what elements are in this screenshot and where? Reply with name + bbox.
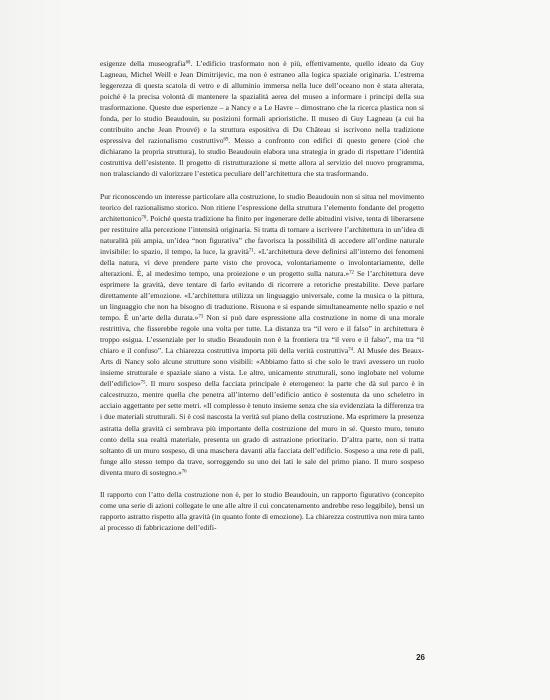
footnote-marker: 71 [248,248,254,254]
text-run: esigenze della museografia [100,59,186,68]
footnote-marker: 70 [141,215,147,221]
footnote-marker: 74 [348,347,353,353]
body-paragraph [100,489,424,533]
text-run: . Il muro sospeso della facciata principale è eterogeneo: la parte che dà sul parco è in calcestruzzo, mentre quella che penetra all’interno dell’edificio antico è sostenuta da uno scheletro in acciaio aggettante per sette metri. «Il complesso è tenuto insieme senza che sia evidenziata la differenza tra i due materiali strutturali. Si è così nascosta la verità sul piano della costruzione. Ma esprimere la presenza astratta della gravità ci sembrava più importante della costruzione del muro in sé. Questo muro, tenuto conto della sua realtà materiale, presenta un grado di astrazione prioritario. D’altra parte, non si tratta soltanto di un muro sospeso, di una maschera davanti alla facciata dell’edificio. Sospeso a una rete di pali, funge allo stesso tempo da trave, sorreggendo su uno dei lati le sale del primo piano. Il muro sospeso diventa muro di sostegno.» [100,379,424,477]
body-paragraph [100,58,424,180]
text-run: . L’edificio trasformato non è più, effettivamente, quello ideato da Guy Lagneau, Michel Weill e Jean Dimitrijevic, ma non è estraneo alla logica spaziale originaria. L’estrema leggerezza di questa scatola di vetro e di alluminio immersa nella luce dell’oceano non è stata alterata, poiché è la precisa volontà di mantenere la spazialità aerea del museo a informare i principi della sua trasformazione. Queste due esperienze – a Nancy e a Le Havre – dimostrano che la ricerca plastica non si fonda, per lo studio Beaudouin, su posizioni formali aprioristiche. Il museo di Guy Lagneau (a cui ha contribuito anche Jean Prouvé) e la struttura espositiva di Du Château si iscrivono nella tradizione espressiva del razionalismo costruttivo [100,59,424,146]
footnote-marker: 69 [223,137,229,143]
body-text-column [100,58,424,544]
text-run: . «L’architettura deve definirsi all’interno dei fenomeni della natura, vi deve prendere parte visto che provoca, volontariamente o involontariamente, delle alterazioni. È, al medesimo tempo, una proiezione e un progetto sulla natura.» [100,246,424,278]
body-paragraph [100,191,424,478]
footnote-marker: 73 [198,314,204,320]
footnote-marker: 68 [185,60,191,66]
footnote-marker: 72 [349,270,354,276]
text-run: Pur riconoscendo un interesse particolare alla costruzione, lo studio Beaudouin non si situa nel movimento teorico del razionalismo storico. Non ritiene l’espressione della struttura l’elemento fondante del progetto architettonico [100,191,424,223]
text-run: . Poiché questa tradizione ha finito per ingenerare delle abitudini visive, tenta di liberarsene per restituire alla percezione l’intensità originaria. Si tratta di tornare a iscrivere l’architettura in un’idea di naturalità più ampia, un’idea “non figurativa” che favorisca la possibilità di accedere all’ordine naturale invisibile: lo spazio, il tempo, la luce, la gravità [100,213,424,256]
text-run: Il rapporto con l’atto della costruzione non è, per lo studio Beaudouin, un rapporto figurativo (concepito come una serie di azioni collegate le une alle altre il cui concatenamento andrebbe reso leggibile), bensì un rapporto astratto rispetto alla gravità (in quanto fonte di emozione). La chiarezza costruttiva non mira tanto al processo di fabbricazione dell’edifi- [100,489,424,532]
page-number: 26 [416,653,425,662]
footnote-marker: 75 [140,380,146,386]
text-run: Se l’architettura deve esprimere la gravità, deve tentare di farlo evitando di ricorrere a retoriche prestabilite. Deve parlare direttamente all’emozione. «L’architettura utilizza un linguaggio universale, come la musica o la pittura, un linguaggio che non ha bisogno di traduzione. Risuona e si espande simultaneamente nello spazio e nel tempo. È un’arte della durata.» [100,268,424,323]
text-run: . Messo a confronto con edifici di questo genere (cioè che dichiarano la propria struttura), lo studio Beaudouin elabora una strategia in grado di rispettare l’identità costruttiva dell’esistente. Il progetto di ristrutturazione si mette allora al servizio del nuovo programma, non tralasciando di valorizzare l’estetica peculiare dell’architettura che sta trasformando. [100,136,424,179]
text-run: Non si può dare espressione alla costruzione in nome di una morale restrittiva, che fisserebbe regole una volta per tutte. La distanza tra “il vero e il falso” in architettura è troppo esigua. L’essenziale per lo studio Beaudouin non è la frontiera tra “il vero e il falso”, ma tra “il chiaro e il confuso”. La chiarezza costruttiva importa più della verità costruttiva [100,313,424,356]
footnote-marker: 76 [181,469,187,475]
text-run: . Al Musée des Beaux-Arts di Nancy solo alcune strutture sono visibili: «Abbiamo fatto sì che solo le travi avessero un ruolo insieme strutturale e spaziale siano a vista. Le altre, unicamente strutturali, sono inglobate nel volume dell’edificio» [100,346,424,389]
